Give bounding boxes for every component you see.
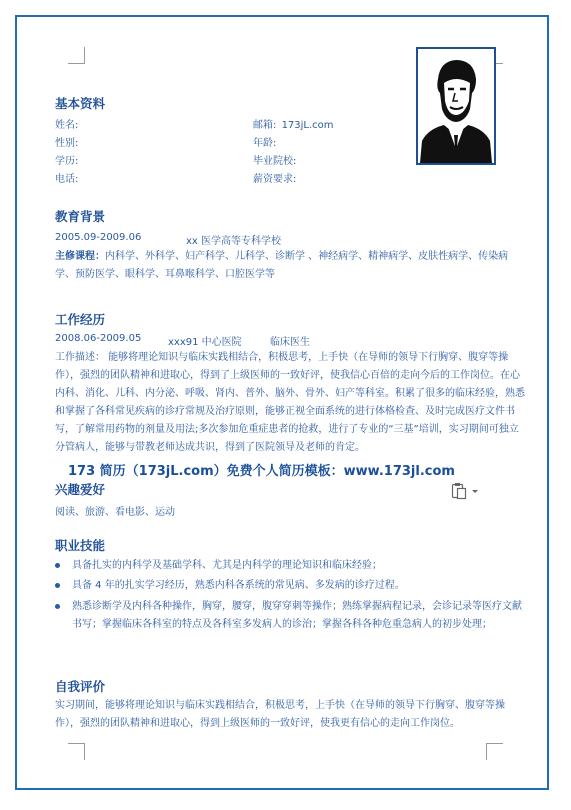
work-position: 临床医生 — [270, 337, 310, 348]
section-title-hobbies: 兴趣爱好 — [55, 482, 106, 497]
section-title-work: 工作经历 — [55, 312, 106, 327]
hobbies-text: 阅读、旅游、看电影、运动 — [55, 507, 175, 518]
bullet-icon — [55, 563, 60, 568]
school-label: 毕业院校: — [253, 156, 297, 167]
person-photo-icon — [418, 49, 494, 163]
email-row — [253, 116, 334, 131]
skill-text: 熟悉诊断学及内科各种操作，胸穿，腰穿，腹穿穿刺等操作；熟练掌握病程记录，会诊记录等医疗文献书写；掌握临床各科室的特点及各科室多发病人的诊治；掌握各科各种危重急病人的初步处理； — [72, 601, 522, 630]
watermark-banner: 173 简历（173jL.com）免费个人简历模板：www.173jl.com — [68, 464, 455, 479]
courses-text: 内科学、外科学、妇产科学、儿科学、诊断学 、神经病学、精神病学、皮肤性病学、传染病学、预防医学、眼科学、耳鼻喉科学、口腔医学等 — [55, 251, 509, 280]
crop-mark-bottom-left — [68, 743, 85, 760]
skill-item — [55, 598, 525, 652]
skill-text: 具备 4 年的扎实学习经历，熟悉内科各系统的常见病、多发病的诊疗过程。 — [72, 580, 405, 591]
section-title-self: 自我评价 — [55, 679, 106, 694]
salary-label: 薪资要求: — [253, 174, 297, 185]
section-title-education: 教育背景 — [55, 209, 106, 224]
profile-photo — [416, 47, 496, 165]
email-value: 173jL.com — [281, 120, 334, 131]
email-label: 邮箱: — [253, 120, 277, 131]
work-description: 工作描述： 能够将理论知识与临床实践相结合，积极思考，上手快（在导师的领导下行胸穿、腹穿等操作），强烈的团队精神和进取心，得到了上级医师的一致好评，使我信心百倍的走向今后的工作岗位。在心内科、消化、儿科、内分泌、呼吸、肾内、普外、脑外、骨外、妇产等科室。积累了很多的临床经验，熟悉和掌握了各科常见疾病的诊疗常规及治疗原则，能够正视全面系统的进行体格检查、及时完成医疗文件书写，了解常用药物的剂量及用法;多次参加危重症患者的抢救，进行了专业的“三基”培训，实习期间可独立分管病人，能够与带教老师达成共识，得到了医院领导及老师的肯定。 — [55, 352, 525, 453]
paste-options-icon[interactable] — [451, 482, 481, 504]
phone-label: 电话: — [55, 174, 79, 185]
courses-label: 主修课程： — [55, 251, 105, 262]
work-period: 2008.06-2009.05 — [55, 333, 142, 344]
skill-text: 具备扎实的内科学及基础学科、尤其是内科学的理论知识和临床经验； — [72, 560, 382, 571]
bullet-icon — [55, 604, 60, 609]
section-title-skills: 职业技能 — [55, 538, 106, 553]
crop-mark-top-left — [68, 47, 85, 64]
skill-item — [55, 557, 525, 575]
work-hospital: xxx91 中心医院 — [168, 337, 242, 348]
name-label: 姓名: — [55, 120, 79, 131]
section-title-basic: 基本资料 — [55, 96, 106, 111]
education-period: 2005.09-2009.06 — [55, 232, 142, 243]
self-evaluation-text: 实习期间，能够将理论知识与临床实践相结合，积极思考，上手快（在导师的领导下行胸穿、腹穿等操作），强烈的团队精神和进取心，得到上级医师的一致好评，使我更有信心的走向工作岗位。 — [55, 700, 505, 729]
gender-label: 性别: — [55, 138, 79, 149]
bullet-icon — [55, 583, 60, 588]
age-label: 年龄: — [253, 138, 277, 149]
crop-mark-bottom-right — [486, 743, 503, 760]
education-courses — [55, 248, 525, 284]
education-school: xx 医学高等专科学校 — [186, 236, 282, 247]
skill-item — [55, 577, 525, 595]
education-label: 学历: — [55, 156, 79, 167]
